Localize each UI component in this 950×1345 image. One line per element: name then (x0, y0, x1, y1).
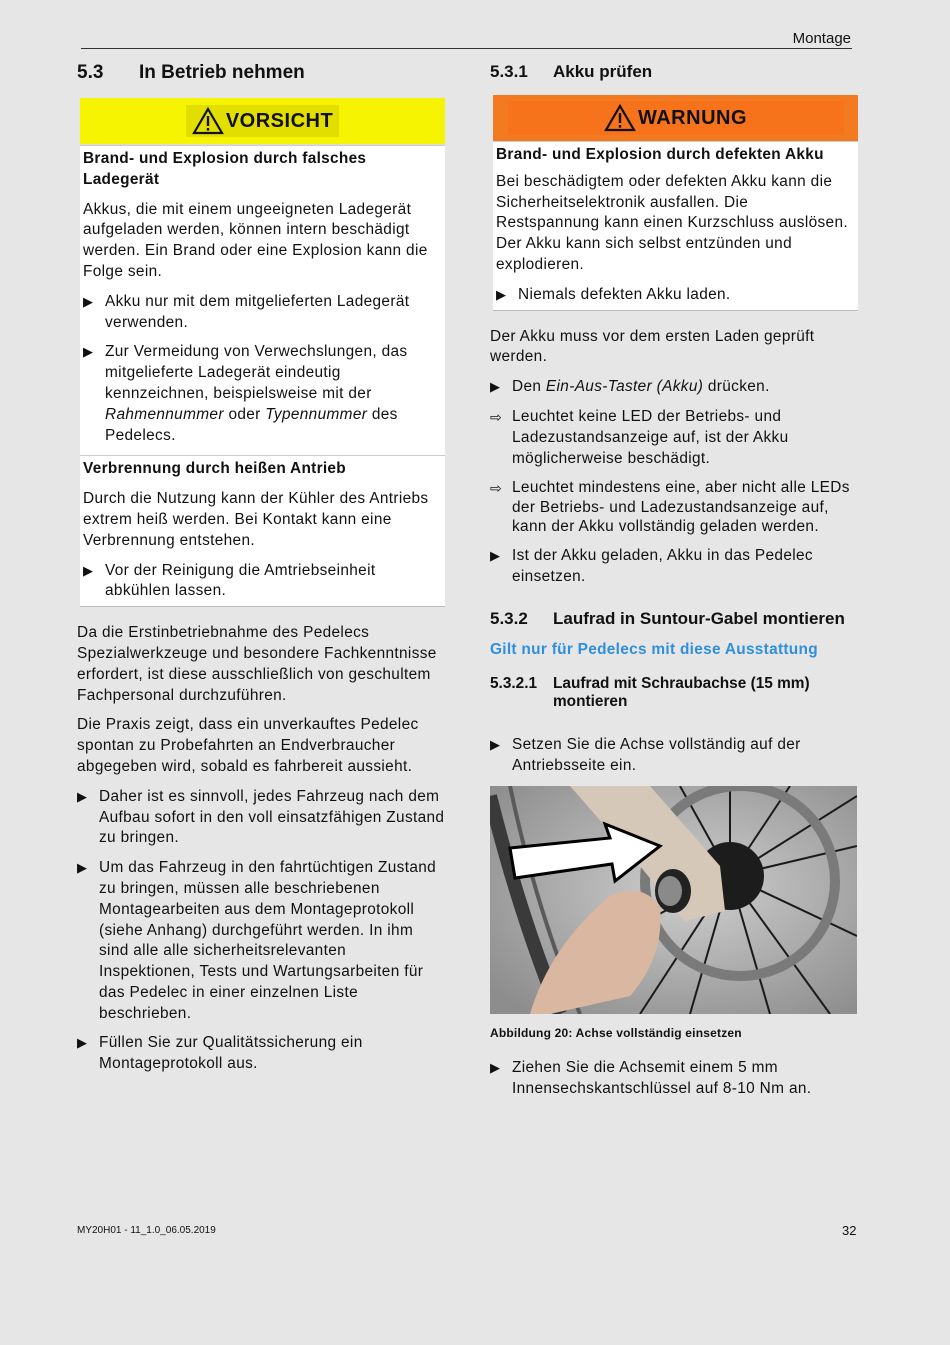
page-number: 32 (842, 1223, 857, 1238)
paragraph: Der Akku muss vor dem ersten Laden geprüft werden. (490, 327, 815, 366)
list-item: ▶ Daher ist es sinnvoll, jedes Fahrzeug nach dem Aufbau sofort in den voll einsatzfähigen Zustand zu bringen. (77, 787, 445, 849)
section-number: 5.3 (77, 62, 104, 83)
list-item: ▶ Niemals defekten Akku laden. (496, 285, 855, 306)
footer-doc-id: MY20H01 - 11_1.0_06.05.2019 (77, 1225, 216, 1236)
list-item: ▶ Vor der Reinigung die Amtriebseinheit abkühlen lassen. (83, 561, 442, 603)
applicability-note: Gilt nur für Pedelecs mit diese Ausstattung (490, 641, 818, 659)
list-item: ▶ Den Ein-Aus-Taster (Akku) drücken. (490, 377, 858, 398)
warning-triangle-icon (192, 107, 224, 135)
warning-box (490, 95, 858, 311)
subsection-heading: 5.3.2 Laufrad in Suntour-Gabel montieren (490, 609, 845, 629)
list-item: ▶ Zur Vermeidung von Verwechslungen, das mitgelieferte Ladegerät eindeutig kennzeichnen, beispielsweise mit der Rahmennummer oder Typennummer des Pedelecs. (83, 342, 442, 446)
caution-content (80, 145, 445, 607)
figure-caption: Abbildung 20: Achse vollständig einsetzen (490, 1026, 742, 1041)
bullet-arrow-icon: ▶ (77, 1035, 88, 1051)
warning-label: WARNUNG (637, 106, 748, 129)
caution-box (77, 98, 445, 607)
bullet-arrow-icon: ▶ (496, 286, 507, 302)
list-item: ▶ Akku nur mit dem mitgelieferten Ladegerät verwenden. (83, 292, 442, 334)
bullet-arrow-icon: ▶ (83, 293, 94, 309)
warning-banner (493, 95, 858, 141)
caution-label: VORSICHT (225, 109, 334, 132)
list-item: ▶ Ziehen Sie die Achsemit einem 5 mm Innensechskantschlüssel auf 8-10 Nm an. (490, 1058, 858, 1100)
subsection-heading: 5.3.1 Akku prüfen (490, 62, 653, 81)
axle-insertion-photo (490, 786, 857, 1014)
subsubsection-heading: 5.3.2.1 Laufrad mit Schraubachse (15 mm) montieren (490, 675, 810, 711)
caution-heading-2: Verbrennung durch heißen Antrieb (83, 460, 346, 478)
bullet-arrow-icon: ▶ (77, 860, 88, 876)
list-item: ▶ Füllen Sie zur Qualitätssicherung ein Montageprotokoll aus. (77, 1033, 445, 1075)
warning-content (493, 141, 858, 311)
result-item: ⇨ Leuchtet mindestens eine, aber nicht alle LEDs der Betriebs- und Ladezustandsanzeige auf, kann der Akku vollständig geladen werden. (490, 479, 850, 536)
bullet-arrow-icon: ▶ (490, 1060, 501, 1076)
caution-text-1: Akkus, die mit einem ungeeigneten Ladegerät aufgeladen werden, können intern beschädigt werden. Ein Brand oder eine Explosion kann die Folge sein. (83, 200, 428, 280)
section-heading (77, 62, 445, 84)
bullet-arrow-icon: ▶ (83, 562, 94, 578)
bullet-arrow-icon: ▶ (77, 788, 88, 804)
section-title: In Betrieb nehmen (139, 62, 305, 83)
left-column (77, 62, 445, 1084)
list-item: ▶ Setzen Sie die Achse vollständig auf der Antriebsseite ein. (490, 735, 858, 777)
right-column (490, 62, 858, 1109)
caution-heading-1: Brand- und Explosion durch falsches Ladegerät (83, 150, 367, 188)
header-title: Montage (792, 30, 851, 47)
paragraph: Die Praxis zeigt, dass ein unverkauftes Pedelec spontan zu Probefahrten an Endverbraucher abgegeben wird, sobald es fahrbereit aussieht. (77, 716, 419, 775)
bullet-arrow-icon: ▶ (490, 379, 501, 395)
caution-banner (80, 98, 445, 145)
list-item: ▶ Um das Fahrzeug in den fahrtüchtigen Zustand zu bringen, müssen alle beschriebenen Montagearbeiten aus dem Montageprotokoll (siehe Anhang) durchgeführt werden. In ihm sind alle alle sicherheitsrelevanten Inspektionen, Tests und Wartungsarbeiten für das Pedelec in einer einzelnen Liste beschrieben. (77, 858, 445, 1024)
header-rule (81, 48, 852, 49)
caution-text-2: Durch die Nutzung kann der Kühler des Antriebs extrem heiß werden. Bei Kontakt kann eine Verbrennung entstehen. (83, 490, 429, 549)
warning-heading: Brand- und Explosion durch defekten Akku (496, 146, 824, 163)
warning-triangle-icon (604, 104, 636, 132)
warning-text: Bei beschädigtem oder defekten Akku kann die Sicherheitselektronik ausfallen. Die Restspannung kann einen Kurzschluss auslösen. Der Akku kann sich selbst entzünden und explodieren. (496, 172, 848, 273)
bullet-arrow-icon: ▶ (83, 344, 94, 360)
result-arrow-icon: ⇨ (490, 480, 503, 497)
bullet-arrow-icon: ▶ (490, 737, 501, 753)
bullet-arrow-icon: ▶ (490, 547, 501, 563)
list-item: ▶ Ist der Akku geladen, Akku in das Pedelec einsetzen. (490, 546, 858, 588)
result-arrow-icon: ⇨ (490, 408, 503, 425)
paragraph: Da die Erstinbetriebnahme des Pedelecs Spezialwerkzeuge und besondere Fachkenntnisse erfordert, ist diese ausschließlich von geschultem Fachpersonal durchzuführen. (77, 624, 437, 704)
result-item: ⇨ Leuchtet keine LED der Betriebs- und Ladezustandsanzeige auf, ist der Akku möglicherweise beschädigt. (490, 407, 858, 469)
